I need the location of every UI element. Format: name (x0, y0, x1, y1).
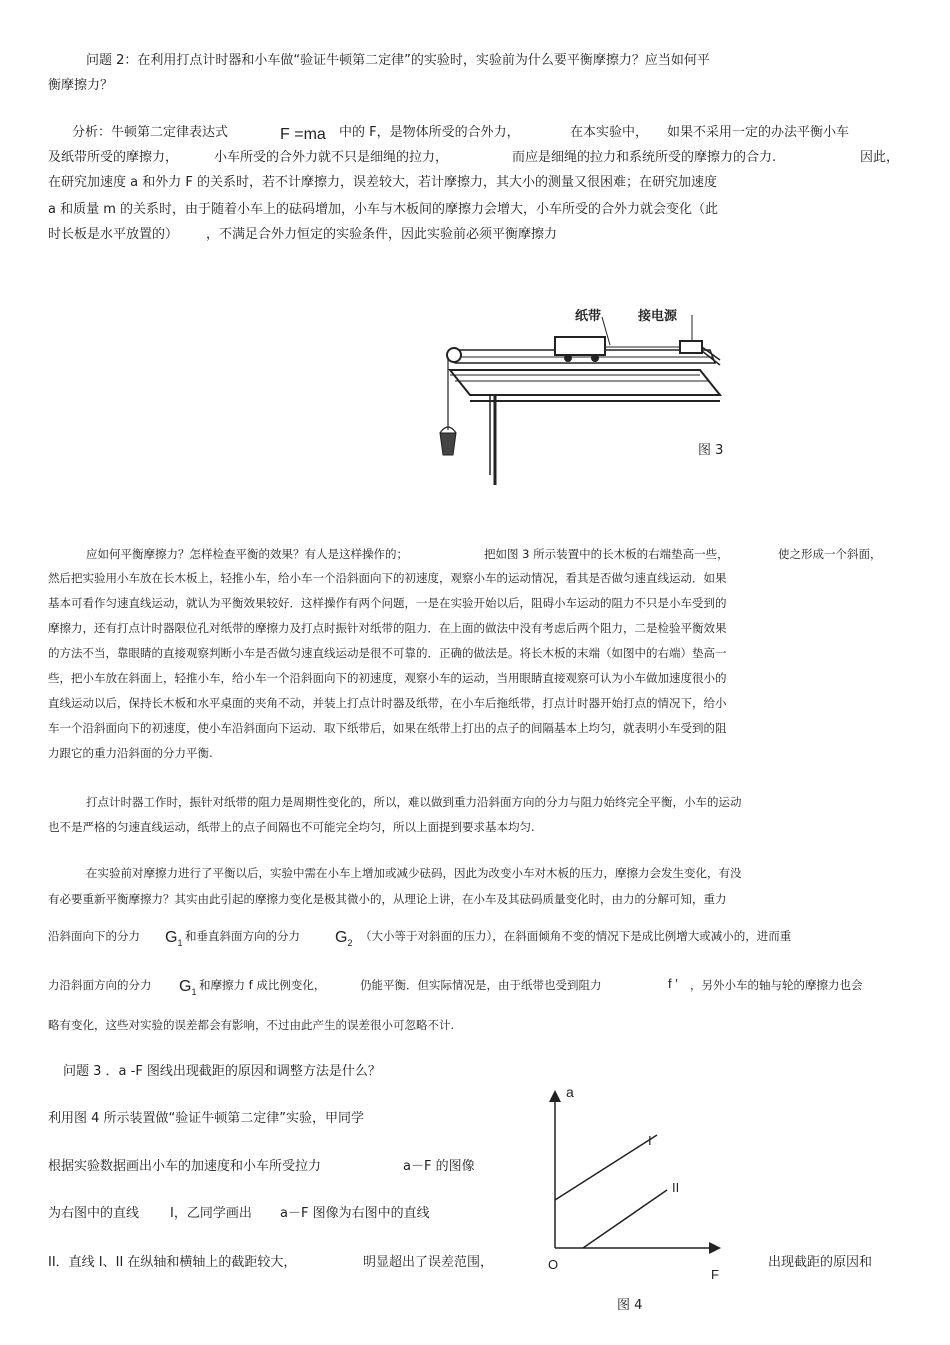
table-top (450, 370, 720, 395)
para1-line-4: 摩擦力，还有打点计时器限位孔对纸带的摩擦力及打点时振针对纸带的阻力．在上面的做法中没有考虑后两个阻力，二是检验平衡效果 (48, 621, 727, 635)
analysis-line-2c: 而应是细绳的拉力和系统所受的摩擦力的合力. (512, 150, 777, 165)
para1-line-3: 基本可看作匀速直线运动，就认为平衡效果较好．这样操作有两个问题，一是在实验开始以后，阻碍小车运动的阻力不只是小车受到的 (48, 596, 727, 610)
analysis-line-2d: 因此， (860, 150, 900, 165)
formula-f-ma: F =ma (280, 126, 326, 143)
para3-line-5: 略有变化，这些对实验的误差都会有影响，不过由此产生的误差很小可忽略不计. (48, 1018, 455, 1032)
para3-line-4a: 力沿斜面方向的分力 (48, 978, 152, 992)
para1-line-7: 直线运动以后，保持长木板和水平桌面的夹角不动，并装上打点计时器及纸带，在小车后拖纸带，打点计时器开始打点的情况下，给小 (48, 696, 727, 710)
para1-line-6: 些，把小车放在斜面上，轻推小车，给小车一个沿斜面向下的初速度，观察小车的运动，当用眼睛直接观察可认为小车做加速度很小的 (48, 671, 727, 685)
question-3-line-4c: 出现截距的原因和 (768, 1255, 873, 1270)
question-3-line-3c: a－F 图像为右图中的直线 (280, 1206, 430, 1221)
para3-line-3a: 沿斜面向下的分力 (48, 929, 140, 943)
para1-line-1b: 把如图 3 所示装置中的长木板的右端垫高一些， (484, 547, 729, 561)
analysis-line-2b: 小车所受的合外力就不只是细绳的拉力， (214, 150, 449, 165)
axis-y-label: a (566, 1084, 574, 1100)
analysis-line-2a: 及纸带所受的摩擦力， (48, 150, 179, 165)
line-I (555, 1135, 657, 1200)
analysis-line-1c: 在本实验中， (570, 125, 649, 140)
analysis-line-5a: 时长板是水平放置的） (48, 227, 179, 242)
para3-line-3b: 和垂直斜面方向的分力 (185, 929, 300, 943)
analysis-line-4: a 和质量 m 的关系时，由于随着小车上的砝码增加，小车与木板间的摩擦力会增大，小车所受的合外力就会变化（此 (48, 202, 719, 217)
symbol-f-prime: f ′ (668, 976, 678, 991)
figure-3-caption: 图 3 (698, 443, 724, 458)
bucket (440, 433, 456, 455)
axis-x-label: F (711, 1267, 719, 1282)
para1-line-9: 力跟它的重力沿斜面的分力平衡. (48, 746, 213, 760)
origin-label: O (548, 1257, 559, 1272)
figure-3-label-power: 接电源 (638, 309, 678, 324)
para1-line-2: 然后把实验用小车放在长木板上，轻推小车，给小车一个沿斜面向下的初速度，观察小车的运动情况，看其是否做匀速直线运动．如果 (48, 571, 727, 585)
line-I-label: I (648, 1133, 652, 1148)
figure-4-graph (535, 1080, 735, 1285)
symbol-g1: $G_1$ (165, 929, 183, 949)
para3-line-4d: ，另外小车的轴与轮的摩擦力也会 (690, 978, 863, 992)
question-3-title: 问题 3 ．a -F 图线出现截距的原因和调整方法是什么？ (63, 1064, 381, 1079)
analysis-line-1d: 如果不采用一定的办法平衡小车 (667, 125, 850, 140)
question-3-line-3b: I，乙同学画出 (170, 1206, 252, 1221)
para3-line-1: 在实验前对摩擦力进行了平衡以后，实验中需在小车上增加或减少砝码，因此为改变小车对木板的压力，摩擦力会发生变化，有没 (86, 866, 742, 880)
question-2-line-1: 问题 2：在利用打点计时器和小车做“验证牛顿第二定律”的实验时，实验前为什么要平衡摩擦力？应当如何平 (86, 53, 710, 68)
analysis-line-3: 在研究加速度 a 和外力 F 的关系时，若不计摩擦力，误差较大，若计摩擦力，其大小的测量又很困难；在研究加速度 (48, 175, 717, 190)
timer (680, 341, 702, 353)
analysis-line-5b: ，不满足合外力恒定的实验条件，因此实验前必须平衡摩擦力 (206, 227, 558, 242)
symbol-g1-second: $G_1$ (179, 978, 197, 998)
line-II-label: II (672, 1180, 680, 1195)
para3-line-4b: 和摩擦力 f 成比例变化， (199, 978, 326, 992)
question-3-line-4a: II．直线 I、II 在纵轴和横轴上的截距较大， (48, 1255, 297, 1270)
question-3-line-1: 利用图 4 所示装置做“验证牛顿第二定律”实验，甲同学 (48, 1111, 365, 1126)
line-II (583, 1190, 667, 1248)
question-3-line-4b: 明显超出了误差范围， (363, 1255, 494, 1270)
pulley (447, 348, 461, 362)
cart (555, 337, 605, 355)
question-2-line-2: 衡摩擦力？ (48, 78, 114, 93)
question-3-line-2a: 根据实验数据画出小车的加速度和小车所受拉力 (48, 1159, 322, 1174)
para1-line-1c: 使之形成一个斜面， (778, 547, 882, 561)
figure-4-caption: 图 4 (617, 1298, 643, 1313)
figure-3-label-tape: 纸带 (575, 309, 602, 324)
para3-line-2: 有必要重新平衡摩擦力？其实由此引起的摩擦力变化是极其微小的，从理论上讲，在小车及其砝码质量变化时，由力的分解可知，重力 (48, 892, 727, 906)
para3-line-4c: 仍能平衡．但实际情况是，由于纸带也受到阻力 (360, 978, 602, 992)
para3-line-3c: （大小等于对斜面的压力），在斜面倾角不变的情况下是成比例增大或减小的，进而重 (360, 929, 792, 943)
para2-line-1: 打点计时器工作时，振针对纸带的阻力是周期性变化的，所以，难以做到重力沿斜面方向的分力与阻力始终完全平衡，小车的运动 (86, 795, 742, 809)
question-3-line-3a: 为右图中的直线 (48, 1206, 140, 1221)
para1-line-8: 车一个沿斜面向下的初速度，使小车沿斜面向下运动．取下纸带后，如果在纸带上打出的点子的间隔基本上均匀，就表明小车受到的阻 (48, 721, 727, 735)
para2-line-2: 也不是严格的匀速直线运动，纸带上的点子间隔也不可能完全均匀，所以上面提到要求基本均匀. (48, 820, 535, 834)
analysis-line-1b: 中的 F，是物体所受的合外力， (339, 125, 520, 140)
question-3-line-2b: a－F 的图像 (403, 1159, 475, 1174)
para1-line-1a: 应如何平衡摩擦力？怎样检查平衡的效果？有人是这样操作的； (86, 547, 408, 561)
analysis-line-1a: 分析：牛顿第二定律表达式 (72, 125, 229, 140)
symbol-g2: $G_2$ (335, 929, 353, 949)
para1-line-5: 的方法不当，靠眼睛的直接观察判断小车是否做匀速直线运动是很不可靠的．正确的做法是。将长木板的末端（如图中的右端）垫高一 (48, 646, 727, 660)
